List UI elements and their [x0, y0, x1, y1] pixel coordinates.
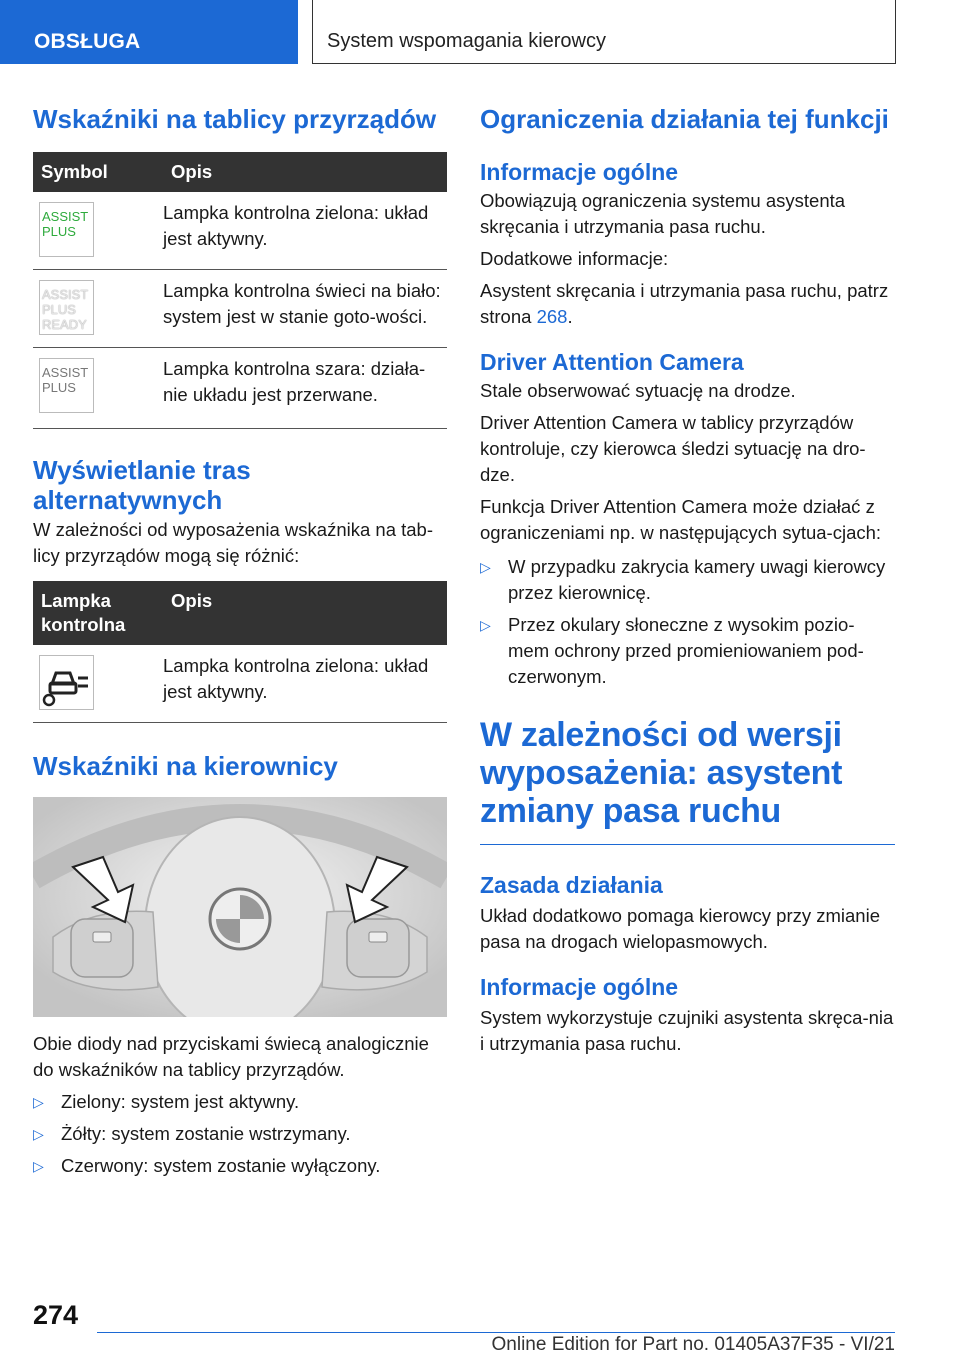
- col-symbol: Symbol: [33, 152, 163, 192]
- symbol-table: [33, 152, 447, 429]
- heading-limits: Ograniczenia działania tej funkcji: [480, 104, 889, 134]
- general-1-text: Obowiązują ograniczenia systemu asystenta skręcania i utrzymania pasa ruchu.: [480, 190, 846, 237]
- heading-instruments: Wskaźniki na tablicy przyrządów: [33, 104, 437, 134]
- divider: [480, 844, 895, 845]
- right-column: [480, 100, 895, 1057]
- routes-text: W zależności od wyposażenia wskaźnika na tab-licy przyrządów mogą się różnić:: [33, 519, 433, 566]
- triangle-right-icon: ▷: [480, 617, 491, 633]
- left-column: [33, 100, 447, 1185]
- camera-bullets: [480, 554, 895, 690]
- more-info-label: Dodatkowe informacje:: [480, 248, 669, 269]
- table-row: [33, 270, 447, 348]
- row-desc: Lampka kontrolna zielona: układ jest aktywny.: [163, 192, 447, 270]
- principle-text: Układ dodatkowo pomaga kierowcy przy zmianie pasa na drogach wielopasmowych.: [480, 905, 880, 952]
- list-item: ▷ Przez okulary słoneczne z wysokim pozio-mem ochrony przed promieniowaniem pod-czerwonym.: [480, 614, 864, 687]
- list-item: ▷ Czerwony: system zostanie wyłączony.: [33, 1153, 447, 1179]
- reference-text: Asystent skręcania i utrzymania pasa ruchu, patrz strona 268.: [480, 280, 889, 327]
- heading-lane-change: W zależności od wersji wyposażenia: asystent zmiany pasa ruchu: [480, 716, 843, 830]
- col-desc: Opis: [163, 152, 447, 192]
- row-desc: Lampka kontrolna świeci na biało: system jest w stanie goto-wości.: [163, 270, 447, 348]
- assist-plus-green-icon: ASSIST PLUS: [39, 202, 94, 257]
- edition-text: Online Edition for Part no. 01405A37F35 - VI/21: [491, 1334, 895, 1355]
- leds-text: Obie diody nad przyciskami świecą analogicznie do wskaźników na tablicy przyrządów.: [33, 1033, 429, 1080]
- camera-text-1: Stale obserwować sytuację na drodze.: [480, 380, 796, 401]
- led-bullets: [33, 1089, 447, 1179]
- row-desc: Lampka kontrolna zielona: układ jest aktywny.: [163, 645, 447, 723]
- table-row: [33, 645, 447, 723]
- heading-general-1: Informacje ogólne: [480, 159, 679, 185]
- heading-general-2: Informacje ogólne: [480, 974, 679, 1000]
- list-item: ▷ Zielony: system jest aktywny.: [33, 1089, 447, 1115]
- assist-plus-grey-icon: ASSIST PLUS: [39, 358, 94, 413]
- steering-wheel-image: [33, 797, 447, 1017]
- heading-wheel: Wskaźniki na kierownicy: [33, 751, 338, 781]
- list-item: ▷ Żółty: system zostanie wstrzymany.: [33, 1121, 447, 1147]
- section-tab: OBSŁUGA: [0, 0, 298, 64]
- heading-principle: Zasada działania: [480, 872, 663, 898]
- list-item: ▷ W przypadku zakrycia kamery uwagi kierowcy przez kierownicę.: [480, 556, 886, 603]
- lamp-table: [33, 581, 447, 723]
- heading-camera: Driver Attention Camera: [480, 349, 744, 375]
- page-number: 274: [33, 1300, 79, 1330]
- triangle-right-icon: ▷: [33, 1158, 44, 1174]
- heading-routes: Wyświetlanie tras alternatywnych: [33, 455, 251, 515]
- row-desc: Lampka kontrolna szara: działa-nie układu jest przerwane.: [163, 348, 447, 429]
- page-link[interactable]: 268: [536, 306, 568, 327]
- triangle-right-icon: ▷: [33, 1094, 44, 1110]
- camera-text-3: Funkcja Driver Attention Camera może działać z ograniczeniami np. w następujących sytua-cjach:: [480, 496, 882, 543]
- footer-divider: [97, 1332, 895, 1333]
- camera-text-2: Driver Attention Camera w tablicy przyrządów kontroluje, czy kierowca śledzi sytuację na dro-dze.: [480, 412, 866, 485]
- col-lamp: Lampka kontrolna: [33, 581, 163, 645]
- triangle-right-icon: ▷: [480, 559, 491, 575]
- table-row: [33, 348, 447, 429]
- col-desc2: Opis: [163, 581, 447, 645]
- assist-plus-ready-icon: ASSIST PLUS READY: [39, 280, 94, 335]
- triangle-right-icon: ▷: [33, 1126, 44, 1142]
- table-row: [33, 192, 447, 270]
- general-2-text: System wykorzystuje czujniki asystenta skręca-nia i utrzymania pasa ruchu.: [480, 1007, 894, 1054]
- lane-assist-car-icon: [39, 655, 94, 710]
- chapter-title: System wspomagania kierowcy: [312, 0, 896, 64]
